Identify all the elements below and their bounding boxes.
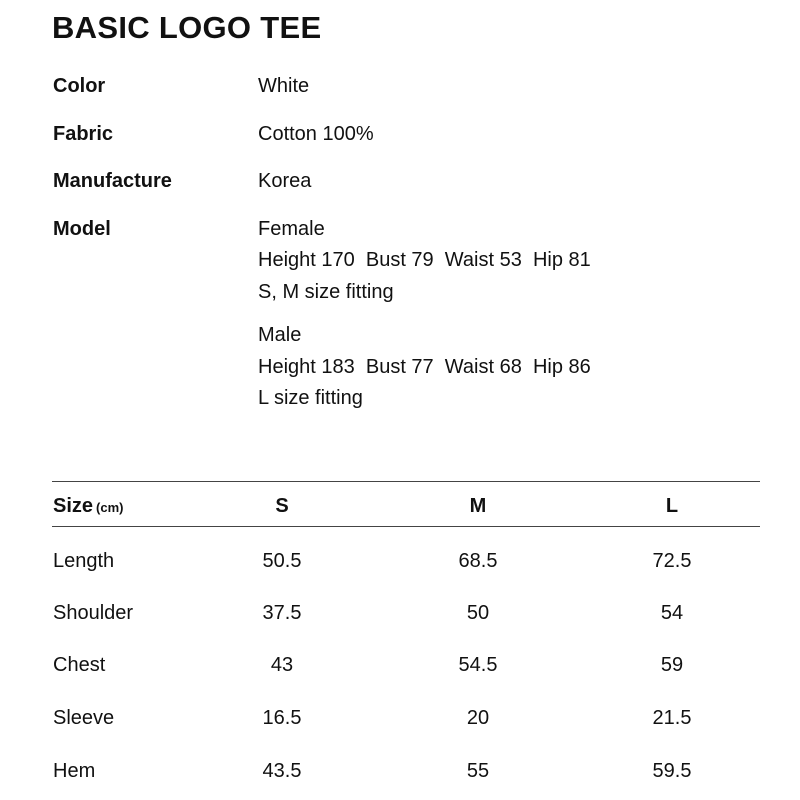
female-model-fitting: S, M size fitting bbox=[258, 281, 394, 303]
male-model-fitting: L size fitting bbox=[258, 387, 363, 409]
table-cell: 50 bbox=[466, 602, 490, 624]
row-label-chest: Chest bbox=[53, 654, 106, 676]
row-label-shoulder: Shoulder bbox=[53, 602, 134, 624]
color-value: White bbox=[258, 75, 310, 97]
table-cell: 43.5 bbox=[262, 760, 302, 782]
table-cell: 37.5 bbox=[262, 602, 302, 624]
fabric-value: Cotton 100% bbox=[258, 123, 374, 145]
fabric-label: Fabric bbox=[53, 123, 114, 145]
size-unit: (cm) bbox=[96, 500, 124, 515]
table-header-divider bbox=[52, 526, 760, 527]
manufacture-label: Manufacture bbox=[53, 170, 172, 192]
column-header-m: M bbox=[469, 495, 487, 517]
table-cell: 50.5 bbox=[262, 550, 302, 572]
table-cell: 68.5 bbox=[458, 550, 498, 572]
size-header-label: Size bbox=[53, 495, 94, 517]
table-cell: 54 bbox=[660, 602, 684, 624]
page-title: BASIC LOGO TEE bbox=[52, 10, 322, 45]
row-label-length: Length bbox=[53, 550, 115, 572]
color-label: Color bbox=[53, 75, 106, 97]
table-cell: 72.5 bbox=[652, 550, 692, 572]
table-top-divider bbox=[52, 481, 760, 482]
model-label: Model bbox=[53, 218, 111, 240]
female-model-measurements: Height 170 Bust 79 Waist 53 Hip 81 bbox=[258, 249, 591, 271]
female-model-gender: Female bbox=[258, 218, 325, 240]
male-model-measurements: Height 183 Bust 77 Waist 68 Hip 86 bbox=[258, 356, 591, 378]
size-header bbox=[53, 494, 123, 520]
table-cell: 16.5 bbox=[262, 707, 302, 729]
row-label-hem: Hem bbox=[53, 760, 96, 782]
table-cell: 59 bbox=[660, 654, 684, 676]
table-cell: 55 bbox=[466, 760, 490, 782]
table-cell: 54.5 bbox=[458, 654, 498, 676]
manufacture-value: Korea bbox=[258, 170, 312, 192]
male-model-gender: Male bbox=[258, 324, 302, 346]
column-header-l: L bbox=[665, 495, 679, 517]
table-cell: 59.5 bbox=[652, 760, 692, 782]
table-cell: 20 bbox=[466, 707, 490, 729]
table-cell: 21.5 bbox=[652, 707, 692, 729]
table-cell: 43 bbox=[270, 654, 294, 676]
column-header-s: S bbox=[275, 495, 289, 517]
row-label-sleeve: Sleeve bbox=[53, 707, 115, 729]
